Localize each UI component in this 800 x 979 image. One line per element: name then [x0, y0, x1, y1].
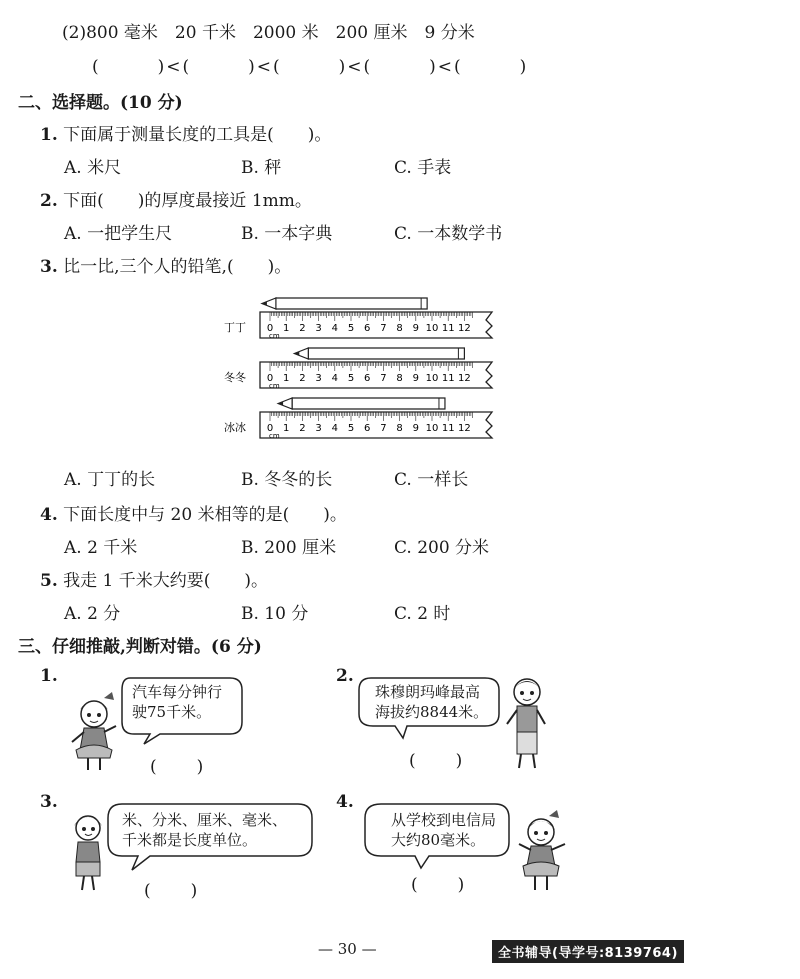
- q4-option-b[interactable]: B. 200 厘米: [241, 538, 337, 558]
- ruler-tick-label: 7: [380, 423, 387, 434]
- question-4: [40, 500, 347, 525]
- ruler-tick-label: 2: [299, 423, 306, 434]
- judge-item-2: [355, 668, 555, 778]
- pencil: [278, 398, 445, 409]
- judge-item-2-number: 2.: [336, 666, 354, 686]
- question-number: 5.: [40, 571, 58, 591]
- answer-blank[interactable]: ( ): [409, 751, 465, 771]
- question-number: 4.: [40, 505, 58, 525]
- q2-option-b[interactable]: B. 一本字典: [241, 224, 333, 244]
- ruler-tick-label: 11: [441, 373, 455, 384]
- ruler-owner-name: 丁丁: [224, 321, 246, 334]
- answer-blank[interactable]: ( ): [144, 881, 200, 901]
- q1-option-b[interactable]: B. 秤: [241, 158, 282, 178]
- ruler-tick-label: 4: [331, 423, 338, 434]
- question-stem: 下面长度中与 20 米相等的是( )。: [63, 505, 347, 525]
- q2-option-c[interactable]: C. 一本数学书: [394, 224, 503, 244]
- ruler-tick-label: 4: [331, 373, 338, 384]
- ruler-tick-label: 0: [266, 423, 274, 434]
- top-units-line: (2)800 毫米 20 千米 2000 米 200 厘米 9 分米: [62, 23, 475, 43]
- question-stem: 我走 1 千米大约要( )。: [63, 571, 269, 591]
- speech-bubble-text: 汽车每分钟行 驶75千米。: [132, 683, 223, 721]
- judge-item-3-number: 3.: [40, 792, 58, 812]
- question-number: 2.: [40, 191, 58, 211]
- ruler-tick-label: 3: [315, 423, 322, 434]
- ruler-tick-label: 10: [425, 423, 439, 434]
- girl-figure: [519, 810, 565, 890]
- ruler-tick-label: 0: [266, 373, 274, 384]
- judge-item-3: [60, 792, 320, 902]
- answer-blank[interactable]: ( ): [411, 875, 467, 895]
- question-stem: 下面( )的厚度最接近 1mm。: [63, 191, 312, 211]
- q4-option-c[interactable]: C. 200 分米: [394, 538, 490, 558]
- ruler-owner-name: 冰冰: [224, 421, 246, 434]
- speech-bubble-text: 米、分米、厘米、毫米、 千米都是长度单位。: [122, 811, 288, 849]
- question-2: [40, 186, 312, 211]
- pencil: [262, 298, 427, 309]
- section-2-title: 二、选择题。(10 分): [18, 93, 183, 113]
- ruler-tick-label: 0: [266, 323, 274, 334]
- ruler-tick-label: 1: [283, 423, 290, 434]
- ruler-tick-label: 5: [347, 373, 355, 384]
- question-5: [40, 566, 268, 591]
- ruler-tick-label: 8: [396, 373, 403, 384]
- q3-option-a[interactable]: A. 丁丁的长: [64, 470, 156, 490]
- q1-option-a[interactable]: A. 米尺: [64, 158, 122, 178]
- q5-option-c[interactable]: C. 2 时: [394, 604, 451, 624]
- ruler-unit-label: cm: [269, 432, 280, 440]
- section-3-title: 三、仔细推敲,判断对错。(6 分): [18, 637, 262, 657]
- girl-figure: [72, 692, 116, 770]
- q3-option-b[interactable]: B. 冬冬的长: [241, 470, 333, 490]
- ruler-tick-label: 9: [412, 373, 419, 384]
- ruler-tick-label: 7: [380, 373, 387, 384]
- ruler-tick-label: 5: [347, 423, 355, 434]
- ruler-tick-label: 10: [425, 323, 439, 334]
- ruler-tick-label: 11: [441, 423, 455, 434]
- boy-figure: [507, 679, 545, 768]
- ruler-tick-label: 12: [458, 373, 471, 384]
- q5-option-b[interactable]: B. 10 分: [241, 604, 309, 624]
- pencil-ruler-figure: [222, 286, 522, 456]
- ruler-tick-label: 6: [364, 423, 371, 434]
- ruler-tick-label: 11: [441, 323, 455, 334]
- question-number: 3.: [40, 257, 58, 277]
- pencil: [294, 348, 464, 359]
- ruler-tick-label: 3: [315, 323, 322, 334]
- ruler-tick-label: 6: [364, 373, 371, 384]
- q2-option-a[interactable]: A. 一把学生尺: [64, 224, 173, 244]
- ruler-tick-label: 9: [412, 423, 419, 434]
- ruler-tick-label: 3: [315, 373, 322, 384]
- q4-option-a[interactable]: A. 2 千米: [64, 538, 138, 558]
- judge-item-1-number: 1.: [40, 666, 58, 686]
- ruler-tick-label: 4: [331, 323, 338, 334]
- ruler-tick-label: 10: [425, 373, 439, 384]
- q1-option-c[interactable]: C. 手表: [394, 158, 452, 178]
- question-number: 1.: [40, 125, 58, 145]
- top-blanks-line: ( )<( )<( )<( )<( ): [92, 57, 529, 77]
- speech-bubble-text: 珠穆朗玛峰最高 海拔约8844米。: [375, 683, 489, 721]
- ruler-tick-label: 8: [396, 323, 403, 334]
- question-stem: 下面属于测量长度的工具是( )。: [63, 125, 332, 145]
- question-stem: 比一比,三个人的铅笔,( )。: [63, 257, 292, 277]
- speech-bubble-text: 从学校到电信局 大约80毫米。: [391, 811, 497, 849]
- ruler-tick-label: 1: [283, 323, 290, 334]
- page-number: — 30 —: [318, 940, 377, 958]
- ruler-unit-label: cm: [269, 332, 280, 340]
- ruler-tick-label: 8: [396, 423, 403, 434]
- ruler-unit-label: cm: [269, 382, 280, 390]
- judge-item-4-number: 4.: [336, 792, 354, 812]
- question-3: [40, 252, 291, 277]
- ruler-tick-label: 2: [299, 323, 306, 334]
- judge-item-4: [355, 792, 585, 902]
- q5-option-a[interactable]: A. 2 分: [64, 604, 121, 624]
- ruler-tick-label: 1: [283, 373, 290, 384]
- ruler-tick-label: 12: [458, 323, 471, 334]
- girl-figure: [74, 816, 102, 890]
- ruler-tick-label: 5: [347, 323, 355, 334]
- question-1: [40, 120, 331, 145]
- answer-blank[interactable]: ( ): [150, 757, 206, 777]
- rulers-svg: [222, 286, 522, 456]
- q3-option-c[interactable]: C. 一样长: [394, 470, 469, 490]
- ruler-owner-name: 冬冬: [224, 371, 246, 384]
- ruler-tick-label: 12: [458, 423, 471, 434]
- ruler-tick-label: 7: [380, 323, 387, 334]
- ruler-tick-label: 6: [364, 323, 371, 334]
- judge-item-1: [60, 670, 250, 780]
- guide-badge: 全书辅导(导学号:8139764): [492, 940, 684, 963]
- ruler-tick-label: 9: [412, 323, 419, 334]
- ruler-tick-label: 2: [299, 373, 306, 384]
